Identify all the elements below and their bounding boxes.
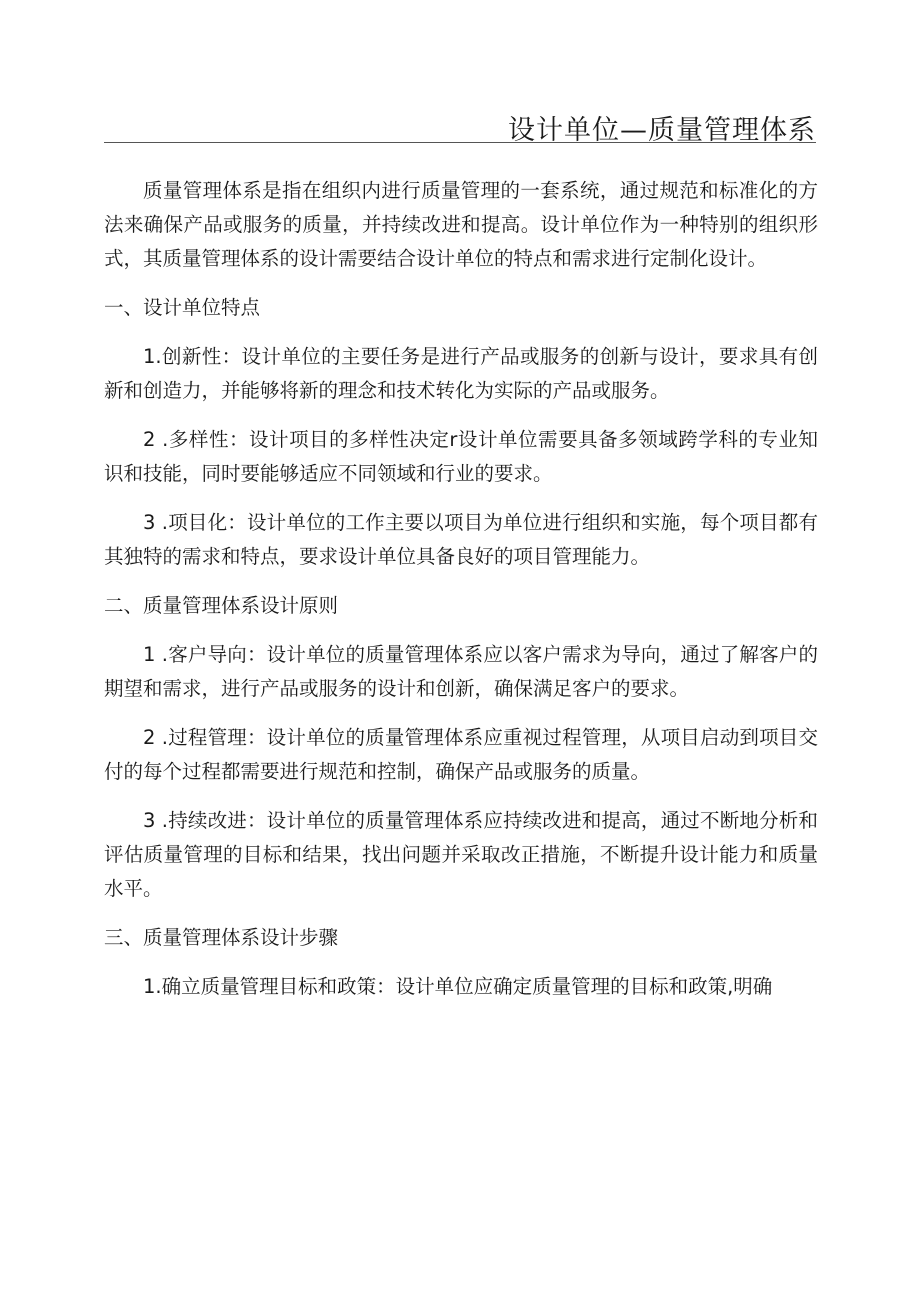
list-item: 2 .多样性：设计项目的多样性决定r设计单位需要具备多领域跨学科的专业知识和技能，同时要能够适应不同领域和行业的要求。 <box>104 428 818 485</box>
list-item: 1 .客户导向：设计单位的质量管理体系应以客户需求为导向，通过了解客户的期望和需求，进行产品或服务的设计和创新，确保满足客户的要求。 <box>104 643 818 700</box>
section-heading-principles: 二、质量管理体系设计原则 <box>104 594 339 617</box>
section-heading-steps: 三、质量管理体系设计步骤 <box>104 926 339 949</box>
list-item: 2 .过程管理：设计单位的质量管理体系应重视过程管理，从项目启动到项目交付的每个过程都需要进行规范和控制，确保产品或服务的质量。 <box>104 726 818 783</box>
title-divider <box>104 142 816 143</box>
document-body <box>104 174 818 1019</box>
document-title: 设计单位—质量管理体系 <box>508 115 816 146</box>
list-item: 3 .持续改进：设计单位的质量管理体系应持续改进和提高，通过不断地分析和评估质量管理的目标和结果，找出问题并采取改正措施，不断提升设计能力和质量水平。 <box>104 809 818 900</box>
list-item: 1.创新性：设计单位的主要任务是进行产品或服务的创新与设计，要求具有创新和创造力，并能够将新的理念和技术转化为实际的产品或服务。 <box>104 345 818 402</box>
list-item: 3 .项目化：设计单位的工作主要以项目为单位进行组织和实施，每个项目都有其独特的需求和特点，要求设计单位具备良好的项目管理能力。 <box>104 511 818 568</box>
intro-paragraph: 质量管理体系是指在组织内进行质量管理的一套系统，通过规范和标准化的方法来确保产品或服务的质量，并持续改进和提高。设计单位作为一种特别的组织形式，其质量管理体系的设计需要结合设计单位的特点和需求进行定制化设计。 <box>104 179 818 270</box>
section-heading-characteristics: 一、设计单位特点 <box>104 296 261 319</box>
list-item: 1.确立质量管理目标和政策：设计单位应确定质量管理的目标和政策,明确 <box>143 975 773 998</box>
